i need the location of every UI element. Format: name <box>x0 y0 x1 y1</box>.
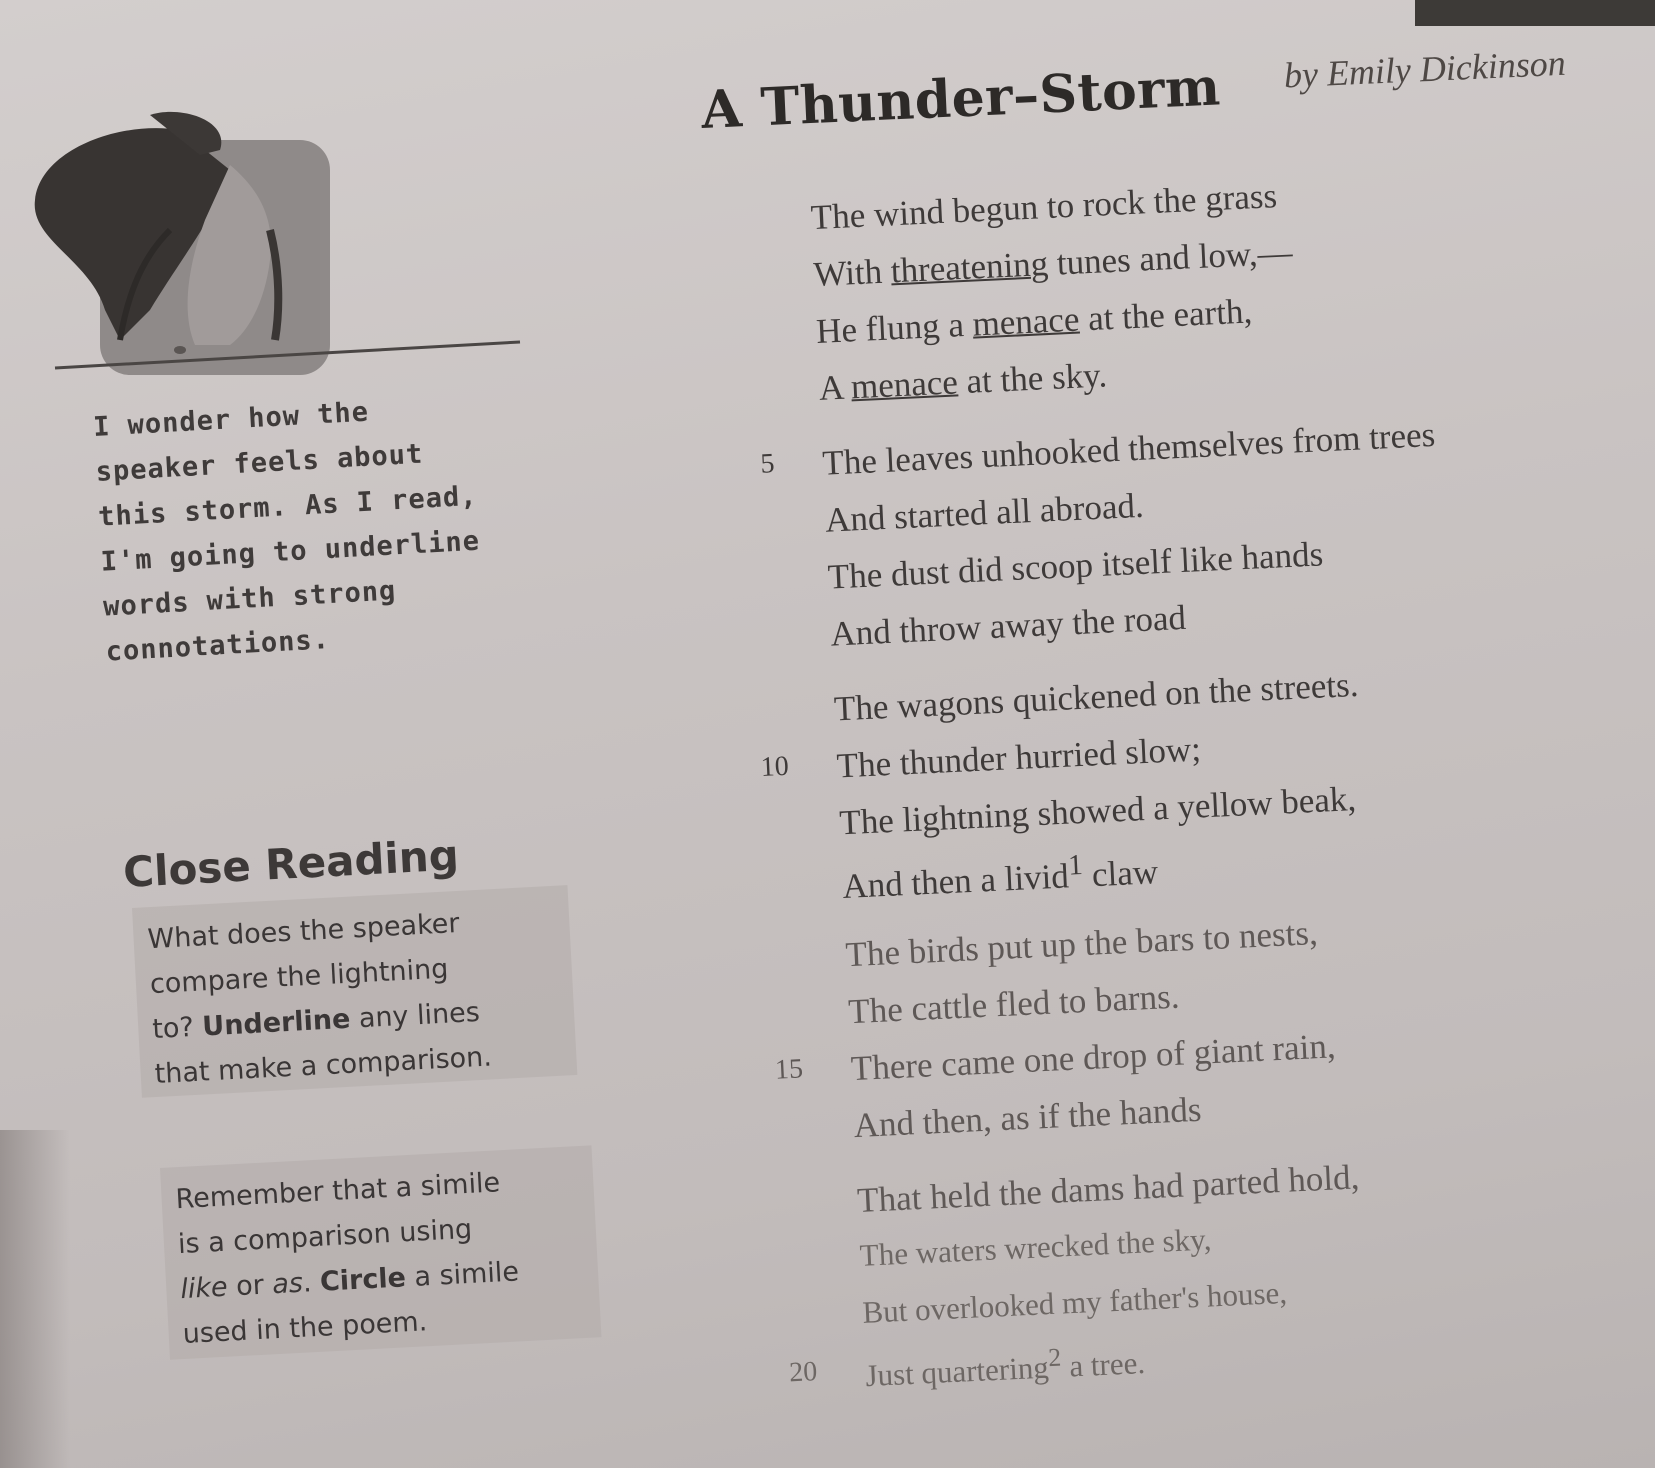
underline-instruction: Underline <box>201 1003 352 1043</box>
stanza <box>788 1142 1655 1410</box>
poem-line: With threatening tunes and low,— <box>812 232 1294 295</box>
underlined-word: menace <box>850 362 959 407</box>
margin-note-line: connotations. <box>104 624 331 668</box>
simile-reminder <box>160 1145 601 1359</box>
reminder-line: is a comparison using <box>177 1213 473 1261</box>
page-shadow <box>0 1130 70 1468</box>
line-number: 10 <box>759 750 790 784</box>
poem-line: He flung a menace at the earth, <box>815 291 1254 351</box>
margin-note-line: speaker feels about <box>94 438 424 488</box>
poem-line: And throw away the road <box>829 597 1187 654</box>
line-number: 5 <box>759 448 776 480</box>
reminder-line: Remember that a simile <box>174 1167 501 1216</box>
poem-title: A Thunder–Storm <box>700 56 1222 141</box>
poem-line: 10 The thunder hurried slow; <box>796 708 1655 805</box>
poem-line: The dust did scoop itself like hands <box>826 534 1324 597</box>
circle-instruction: Circle <box>319 1262 407 1298</box>
question-line: that make a comparison. <box>153 1041 493 1091</box>
underlined-word: threatening <box>889 243 1049 291</box>
margin-note-line: words with strong <box>102 575 398 623</box>
poem-line: The lightning showed a yellow beak, <box>838 779 1357 843</box>
poem-line: And then a livid$^1$ claw <box>841 849 1159 906</box>
poem-line: The wind begun to rock the grass <box>809 176 1278 238</box>
poem-line: 15 There came one drop of giant rain, <box>810 1011 1655 1108</box>
underlined-word: menace <box>971 299 1081 344</box>
poem-line: And started all abroad. <box>824 485 1145 540</box>
poem-line: 20 Just quartering$^2$ a tree. <box>824 1313 1655 1410</box>
close-reading-question <box>132 885 577 1098</box>
poem-line: A menace at the sky. <box>818 355 1108 408</box>
poem-line: The cattle fled to barns. <box>847 976 1181 1032</box>
line-number: 20 <box>788 1356 818 1389</box>
footnote-marker: 1 <box>1067 849 1084 882</box>
stanza <box>759 651 1655 919</box>
poem-line: The waters wrecked the sky, <box>858 1221 1213 1273</box>
question-line: compare the lightning <box>149 953 450 1001</box>
poem-line: And then, as if the hands <box>852 1089 1203 1146</box>
stanza <box>774 897 1655 1165</box>
poem-line: 5 The leaves unhooked themselves from trees <box>782 405 1644 502</box>
margin-note-line: this storm. As I read, <box>97 480 479 533</box>
poem-body <box>759 159 1655 1428</box>
close-reading-heading: Close Reading <box>122 830 460 897</box>
poem-header <box>700 38 1632 141</box>
page-edge-tab <box>1415 0 1655 26</box>
reader-portrait-illustration <box>30 110 550 390</box>
reminder-line: like or as. Circle a simile <box>179 1256 520 1306</box>
poem-author: by Emily Dickinson <box>1283 42 1567 96</box>
margin-note <box>92 384 486 675</box>
margin-note-line: I wonder how the <box>92 396 370 443</box>
line-number: 15 <box>774 1053 804 1086</box>
footnote-marker: 2 <box>1047 1342 1062 1373</box>
stanza <box>759 405 1652 673</box>
reminder-line: used in the poem. <box>181 1306 428 1351</box>
poem-line: But overlooked my father's house, <box>861 1274 1288 1330</box>
question-line: to? Underline any lines <box>151 996 481 1046</box>
poem-line: The wagons quickened on the streets. <box>833 664 1360 729</box>
question-line: What does the speaker <box>146 907 461 956</box>
stanza <box>770 159 1640 427</box>
poem-line: The birds put up the bars to nests, <box>844 913 1319 975</box>
poem-line: That held the dams had parted hold, <box>856 1157 1361 1220</box>
margin-note-line: I'm going to underline <box>99 525 481 578</box>
